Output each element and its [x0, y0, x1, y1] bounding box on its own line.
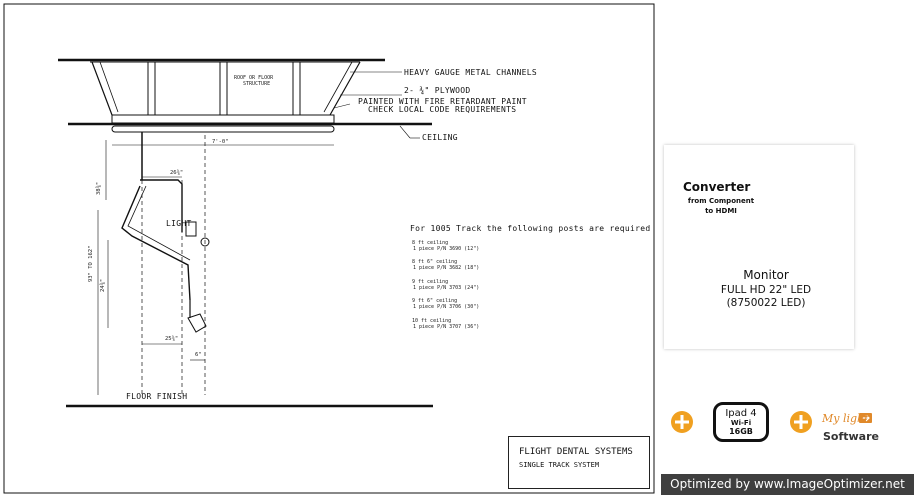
post-ceiling-0: 8 ft ceiling [412, 240, 449, 246]
software-label: Software [823, 430, 879, 443]
sheet-border [4, 4, 654, 493]
dim-range-label: 93" TO 162" [88, 245, 94, 282]
painted-label: PAINTED WITH FIRE RETARDANT PAINT [358, 97, 527, 106]
code-label: CHECK LOCAL CODE REQUIREMENTS [368, 105, 517, 114]
title-system: SINGLE TRACK SYSTEM [519, 461, 600, 469]
roof-label2: STRUCTURE [243, 81, 271, 87]
plywood-label: 2- ¾" PLYWOOD [404, 86, 471, 95]
monitor-part: (8750022 LED) [726, 297, 806, 309]
title-block [508, 436, 650, 489]
post-ceiling-2: 9 ft ceiling [412, 279, 449, 285]
lower-arm [122, 186, 190, 300]
converter-title: Converter [683, 180, 751, 194]
equipment-panel [664, 145, 854, 349]
ipad-badge [713, 402, 769, 442]
ipad-wifi: Wi-Fi [730, 419, 752, 427]
title-company: FLIGHT DENTAL SYSTEMS [519, 447, 633, 457]
ceiling-label: CEILING [422, 133, 458, 142]
channel-sides [92, 62, 360, 115]
converter-subtitle [676, 196, 766, 216]
monitor-spec: FULL HD 22" LED [720, 284, 812, 296]
monitor-title: Monitor [743, 268, 789, 282]
ipad-title: Ipad 4 [725, 408, 757, 419]
channel-sides-inner [100, 62, 352, 112]
post-ceiling-4: 10 ft ceiling [412, 318, 452, 324]
converter-sub2: to HDMI [705, 207, 737, 215]
channels-label: HEAVY GAUGE METAL CHANNELS [404, 68, 538, 77]
post-ceiling-3: 9 ft 6" ceiling [412, 298, 458, 304]
dim-26a-label: 26¾" [170, 170, 184, 176]
dim-6-label: 6" [195, 352, 202, 358]
floor-label: FLOOR FINISH [126, 392, 188, 401]
posts-heading: For 1005 Track the following posts are required [410, 224, 651, 233]
light-lamp [188, 314, 206, 332]
plywood [112, 115, 334, 123]
track [112, 126, 334, 132]
dim-7ft-label: 7'-0" [212, 139, 229, 145]
roof-label: ROOF OR FLOOR [234, 75, 274, 81]
leader [400, 126, 410, 138]
light-label: LIGHT [166, 219, 192, 228]
post-part-2: 1 piece P/N 3703 (24") [413, 285, 480, 291]
post-part-3: 1 piece P/N 3706 (30") [413, 304, 480, 310]
post-part-0: 1 piece P/N 3690 (12") [413, 246, 480, 252]
dim-25-label: 25¾" [165, 336, 179, 342]
post-ceiling-1: 8 ft 6" ceiling [412, 259, 458, 265]
post-part-4: 1 piece P/N 3707 (36") [413, 324, 480, 330]
ipad-storage: 16GB [729, 427, 753, 436]
post-part-1: 1 piece P/N 3682 (18") [413, 265, 480, 271]
dim-24-label: 24¾" [100, 278, 106, 292]
dim-38-label: 38¾" [96, 181, 102, 195]
watermark: Optimized by www.ImageOptimizer.net [661, 474, 914, 495]
converter-sub1: from Component [687, 197, 755, 205]
mylight-logo: My light [822, 412, 869, 425]
